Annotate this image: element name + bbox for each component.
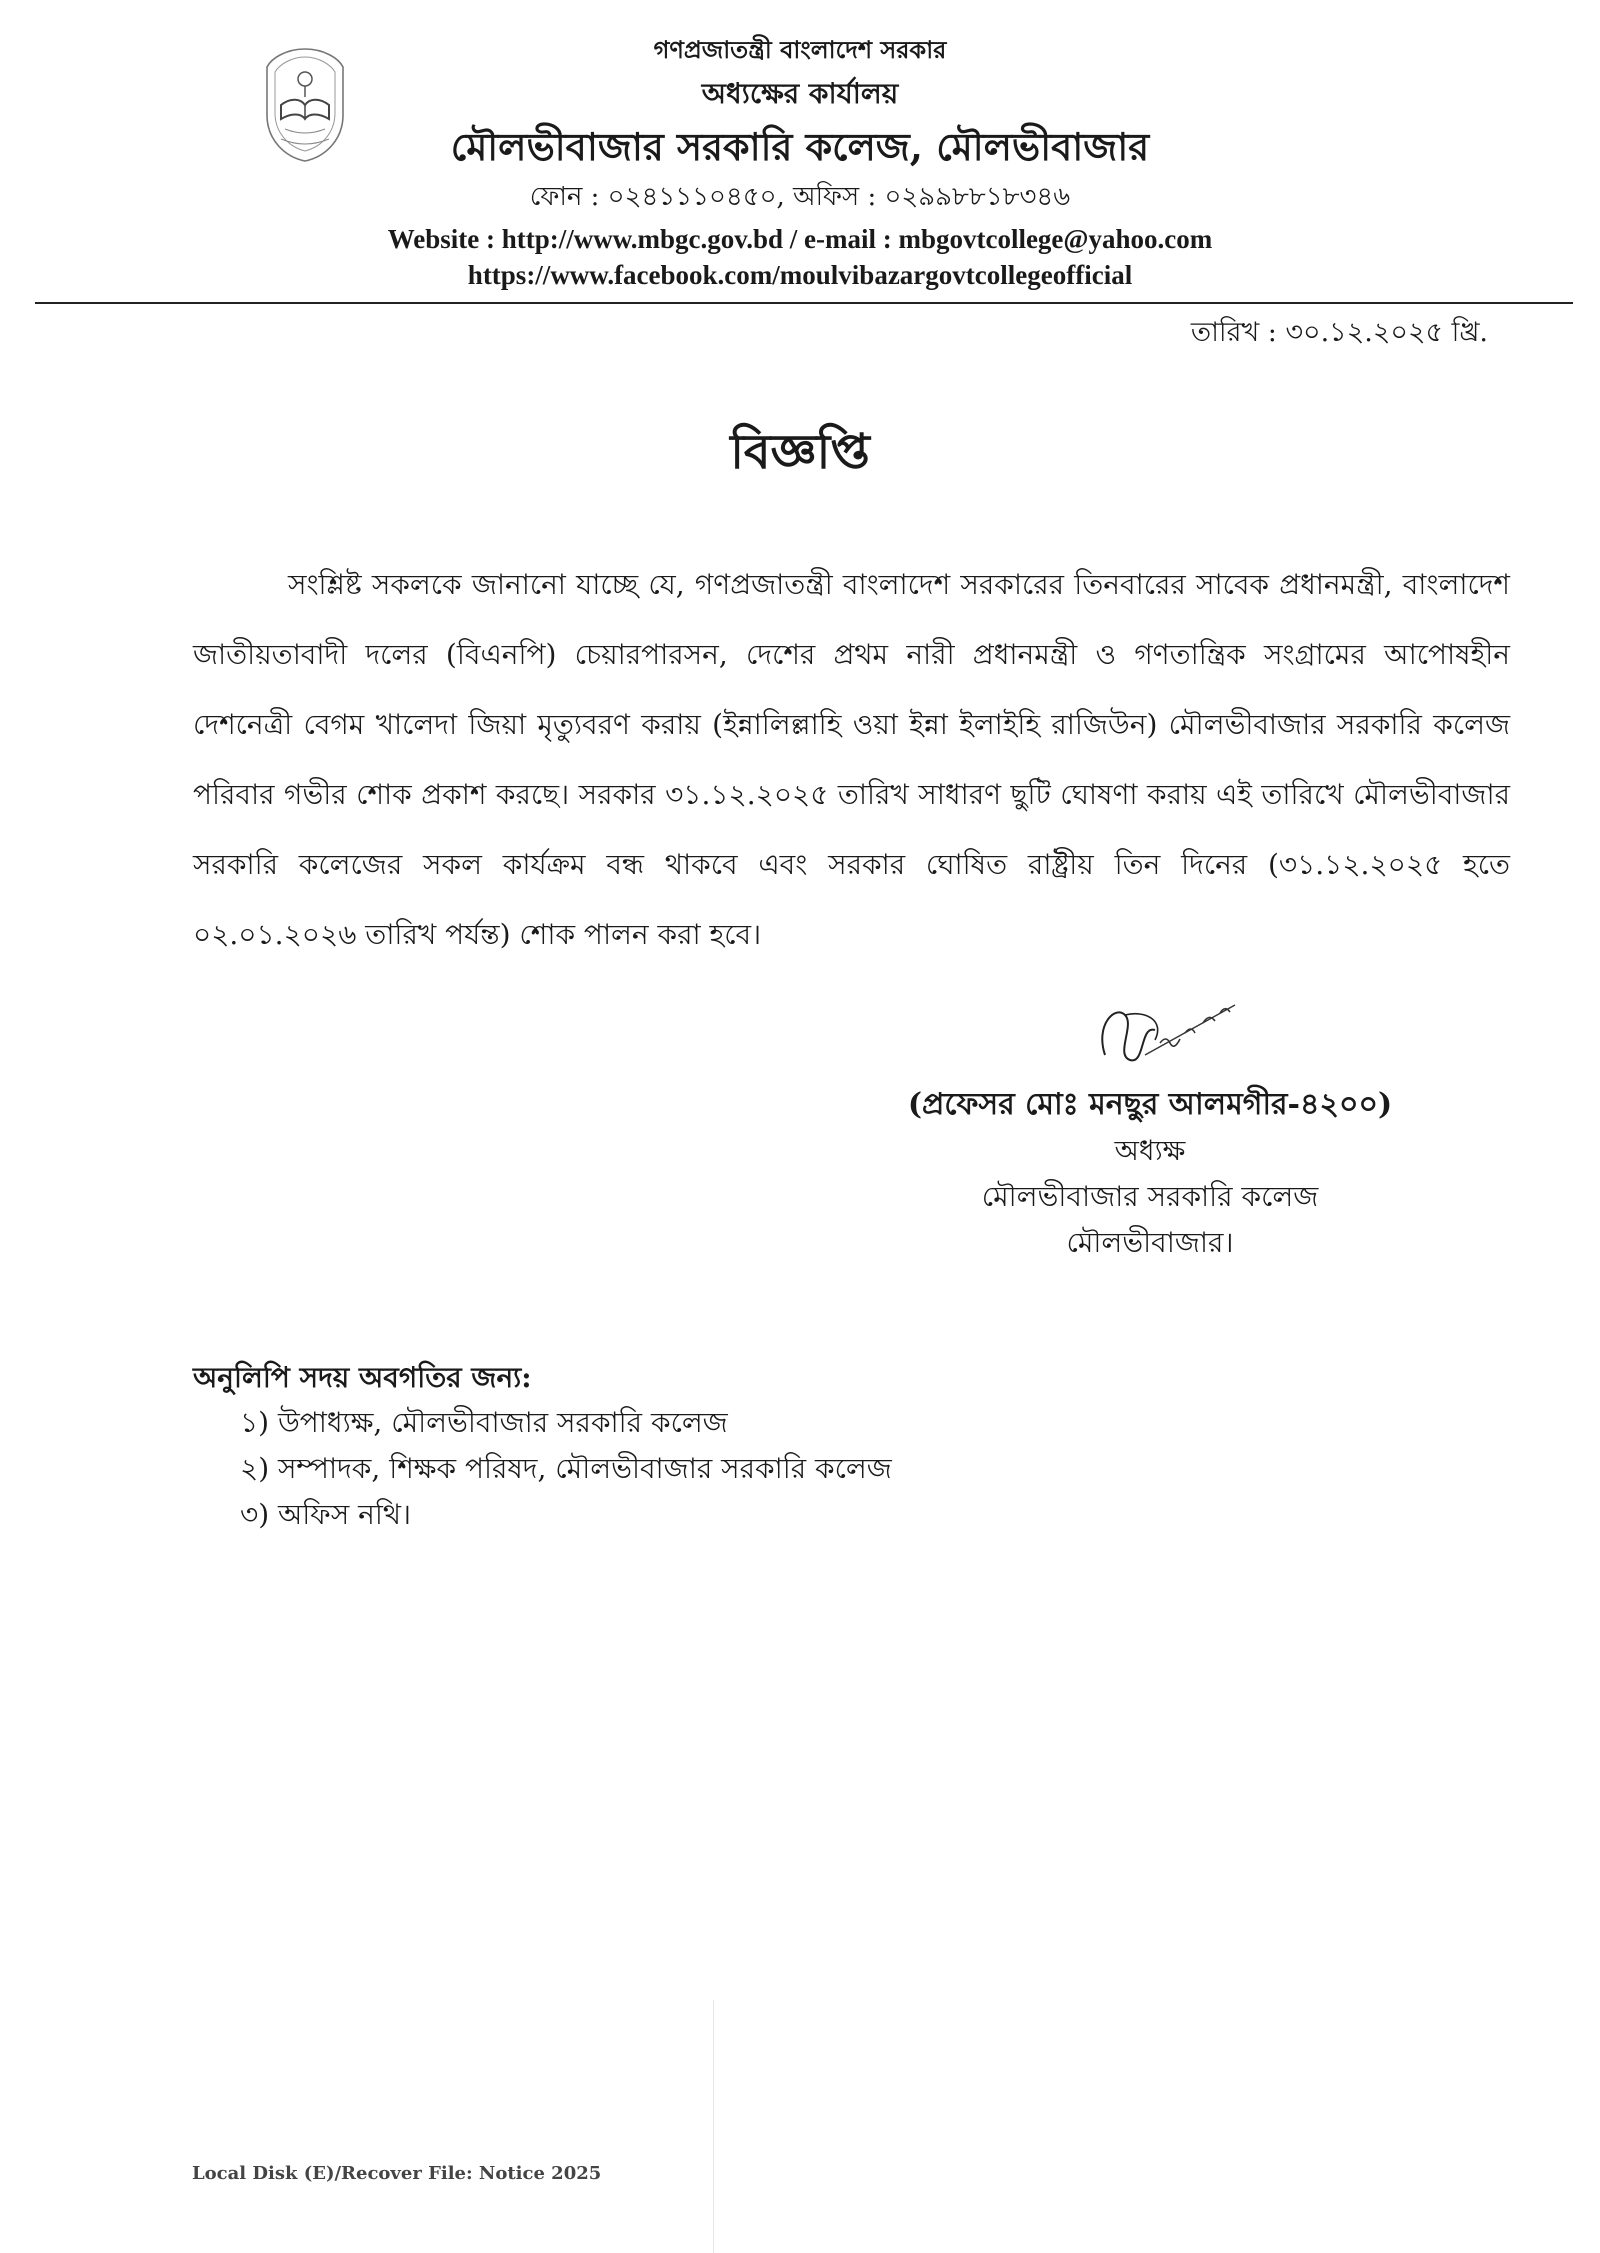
- paper-fold-line: [713, 2000, 714, 2253]
- notice-date: তারিখ : ৩০.১২.২০২৫ খ্রি.: [1190, 317, 1488, 348]
- list-item: ৩) অফিস নথি।: [240, 1498, 412, 1531]
- college-heading: মৌলভীবাজার সরকারি কলেজ, মৌলভীবাজার: [450, 124, 1150, 169]
- page-title: বিজ্ঞপ্তি: [730, 424, 870, 480]
- office-heading: অধ্যক্ষের কার্যালয়: [701, 77, 899, 110]
- phone-line: ফোন : ০২৪১১১০৪৫০, অফিস : ০২৯৯৮৮১৮৩৪৬: [529, 182, 1071, 212]
- website-email-line: Website : http://www.mbgc.gov.bd / e-mail : mbgovtcollege@yahoo.com: [387, 224, 1213, 254]
- signatory-institution: মৌলভীবাজার সরকারি কলেজ: [981, 1180, 1319, 1213]
- header-divider: [35, 302, 1573, 304]
- signatory-designation: অধ্যক্ষ: [1114, 1134, 1186, 1167]
- notice-body: সংশ্লিষ্ট সকলকে জানানো যাচ্ছে যে, গণপ্রজাতন্ত্রী বাংলাদেশ সরকারের তিনবারের সাবেক প্রধানমন্ত্রী, বাংলাদেশ জাতীয়তাবাদী দলের (বিএনপি) চেয়ারপারসন, দেশের প্রথম নারী প্রধানমন্ত্রী ও গণতান্ত্রিক সংগ্রামের আপোষহীন দেশনেত্রী বেগম খালেদা জিয়া মৃত্যুবরণ করায় (ইন্নালিল্লাহি ওয়া ইন্না ইলাইহি রাজিউন) মৌলভীবাজার সরকারি কলেজ পরিবার গভীর শোক প্রকাশ করছে। সরকার ৩১.১২.২০২৫ তারিখ সাধারণ ছুটি ঘোষণা করায় এই তারিখে মৌলভীবাজার সরকারি কলেজের সকল কার্যক্রম বন্ধ থাকবে এবং সরকার ঘোষিত রাষ্ট্রীয় তিন দিনের (৩১.১২.২০২৫ হতে ০২.০১.২০২৬ তারিখ পর্যন্ত) শোক পালন করা হবে।: [193, 568, 1510, 951]
- signatory-place: মৌলভীবাজার।: [1066, 1226, 1234, 1259]
- copy-heading: অনুলিপি সদয় অবগতির জন্য:: [193, 1361, 532, 1394]
- facebook-link: https://www.facebook.com/moulvibazargovtcollegeofficial: [467, 260, 1133, 290]
- signature-block: [880, 1082, 1420, 1266]
- copy-list: [240, 1400, 892, 1538]
- signature-icon: [1085, 985, 1245, 1085]
- file-path-footer: Local Disk (E)/Recover File: Notice 2025: [192, 2163, 602, 2184]
- govt-heading: গণপ্রজাতন্ত্রী বাংলাদেশ সরকার: [653, 35, 947, 64]
- list-item: ১) উপাধ্যক্ষ, মৌলভীবাজার সরকারি কলেজ: [240, 1406, 728, 1439]
- list-item: ২) সম্পাদক, শিক্ষক পরিষদ, মৌলভীবাজার সরকারি কলেজ: [240, 1452, 892, 1485]
- signatory-name: (প্রফেসর মোঃ মনছুর আলমগীর-৪২০০): [907, 1087, 1393, 1122]
